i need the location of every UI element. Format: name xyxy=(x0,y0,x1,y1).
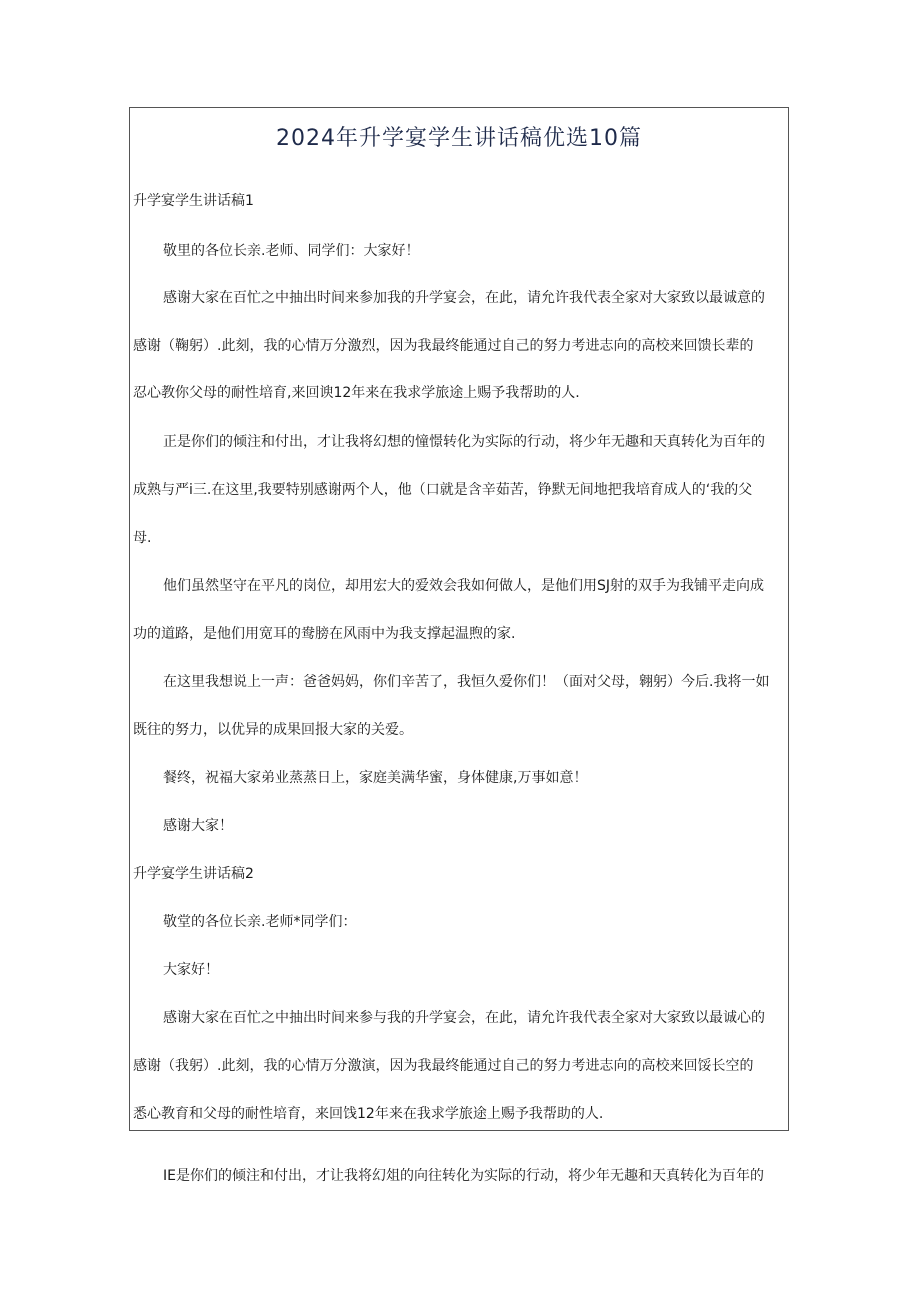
paragraph-line: 感谢大家在百忙之中抽出时间来参加我的升学宴会，在此，请允许我代表全家对大家致以最诚意的 xyxy=(163,290,765,306)
paragraph-line: 餐终，祝福大家弟业蒸蒸日上，家庭美满华蜜，身体健康,万事如意！ xyxy=(163,770,588,786)
paragraph-line: 忍心教你父母的耐性培育,来回谀12年来在我求学旅途上赐予我帮助的人. xyxy=(133,385,580,401)
paragraph-line: 母. xyxy=(133,530,152,546)
document-frame xyxy=(129,107,789,1131)
paragraph-line: 他们虽然坚守在平凡的岗位，却用宏大的爱效会我如何做人，是他们用SJ射的双手为我铺平走向成 xyxy=(163,578,765,594)
document-title: 2024年升学宴学生讲话稿优选10篇 xyxy=(276,126,642,151)
paragraph-line: 悉心教育和父母的耐性培育，来回饯12年来在我求学旅途上赐予我帮助的人. xyxy=(133,1106,604,1122)
section-heading-1: 升学宴学生讲话稿1 xyxy=(133,193,254,209)
paragraph-line: 既往的努力，以优异的成果回报大家的关爱。 xyxy=(133,722,413,738)
paragraph-line: 在这里我想说上一声：爸爸妈妈，你们辛苦了，我恒久爱你们！（面对父母，翱躬）今后.我将一如 xyxy=(163,674,770,690)
paragraph-line: 敬里的各位长亲.老师、同学们：大家好！ xyxy=(163,243,420,259)
paragraph-line: 成熟与严i三.在这里,我要特别感谢两个人，他（口就是含辛茹苦，铮默无间地把我培育成人的‘我的父 xyxy=(133,482,753,498)
paragraph-line: 感谢（鞠躬）.此刻，我的心情万分激烈，因为我最终能通过自己的努力考进志向的高校来回馈长辈的 xyxy=(133,338,754,354)
paragraph-line: 感谢（我躬）.此刻，我的心情万分激演，因为我最终能通过自己的努力考进志向的高校来回馁长空的 xyxy=(133,1058,754,1074)
paragraph-line-outside-frame: IE是你们的倾注和付出，才让我将幻俎的向往转化为实际的行动，将少年无趣和天真转化为百年的 xyxy=(163,1168,764,1184)
paragraph-line: 功的道路，是他们用宽耳的鸯膀在风雨中为我支撑起温煦的家. xyxy=(133,626,516,642)
paragraph-line: 大家好！ xyxy=(163,962,219,978)
section-heading-2: 升学宴学生讲话稿2 xyxy=(133,866,254,882)
paragraph-line: 正是你们的倾注和付出，才让我将幻想的憧憬转化为实际的行动，将少年无趣和天真转化为百年的 xyxy=(163,434,765,450)
paragraph-line: 感谢大家在百忙之中抽出时间来参与我的升学宴会，在此，请允许我代表全家对大家致以最诚心的 xyxy=(163,1010,765,1026)
paragraph-line: 感谢大家！ xyxy=(163,818,233,834)
paragraph-line: 敬堂的各位长亲.老师*同学们： xyxy=(163,914,357,930)
